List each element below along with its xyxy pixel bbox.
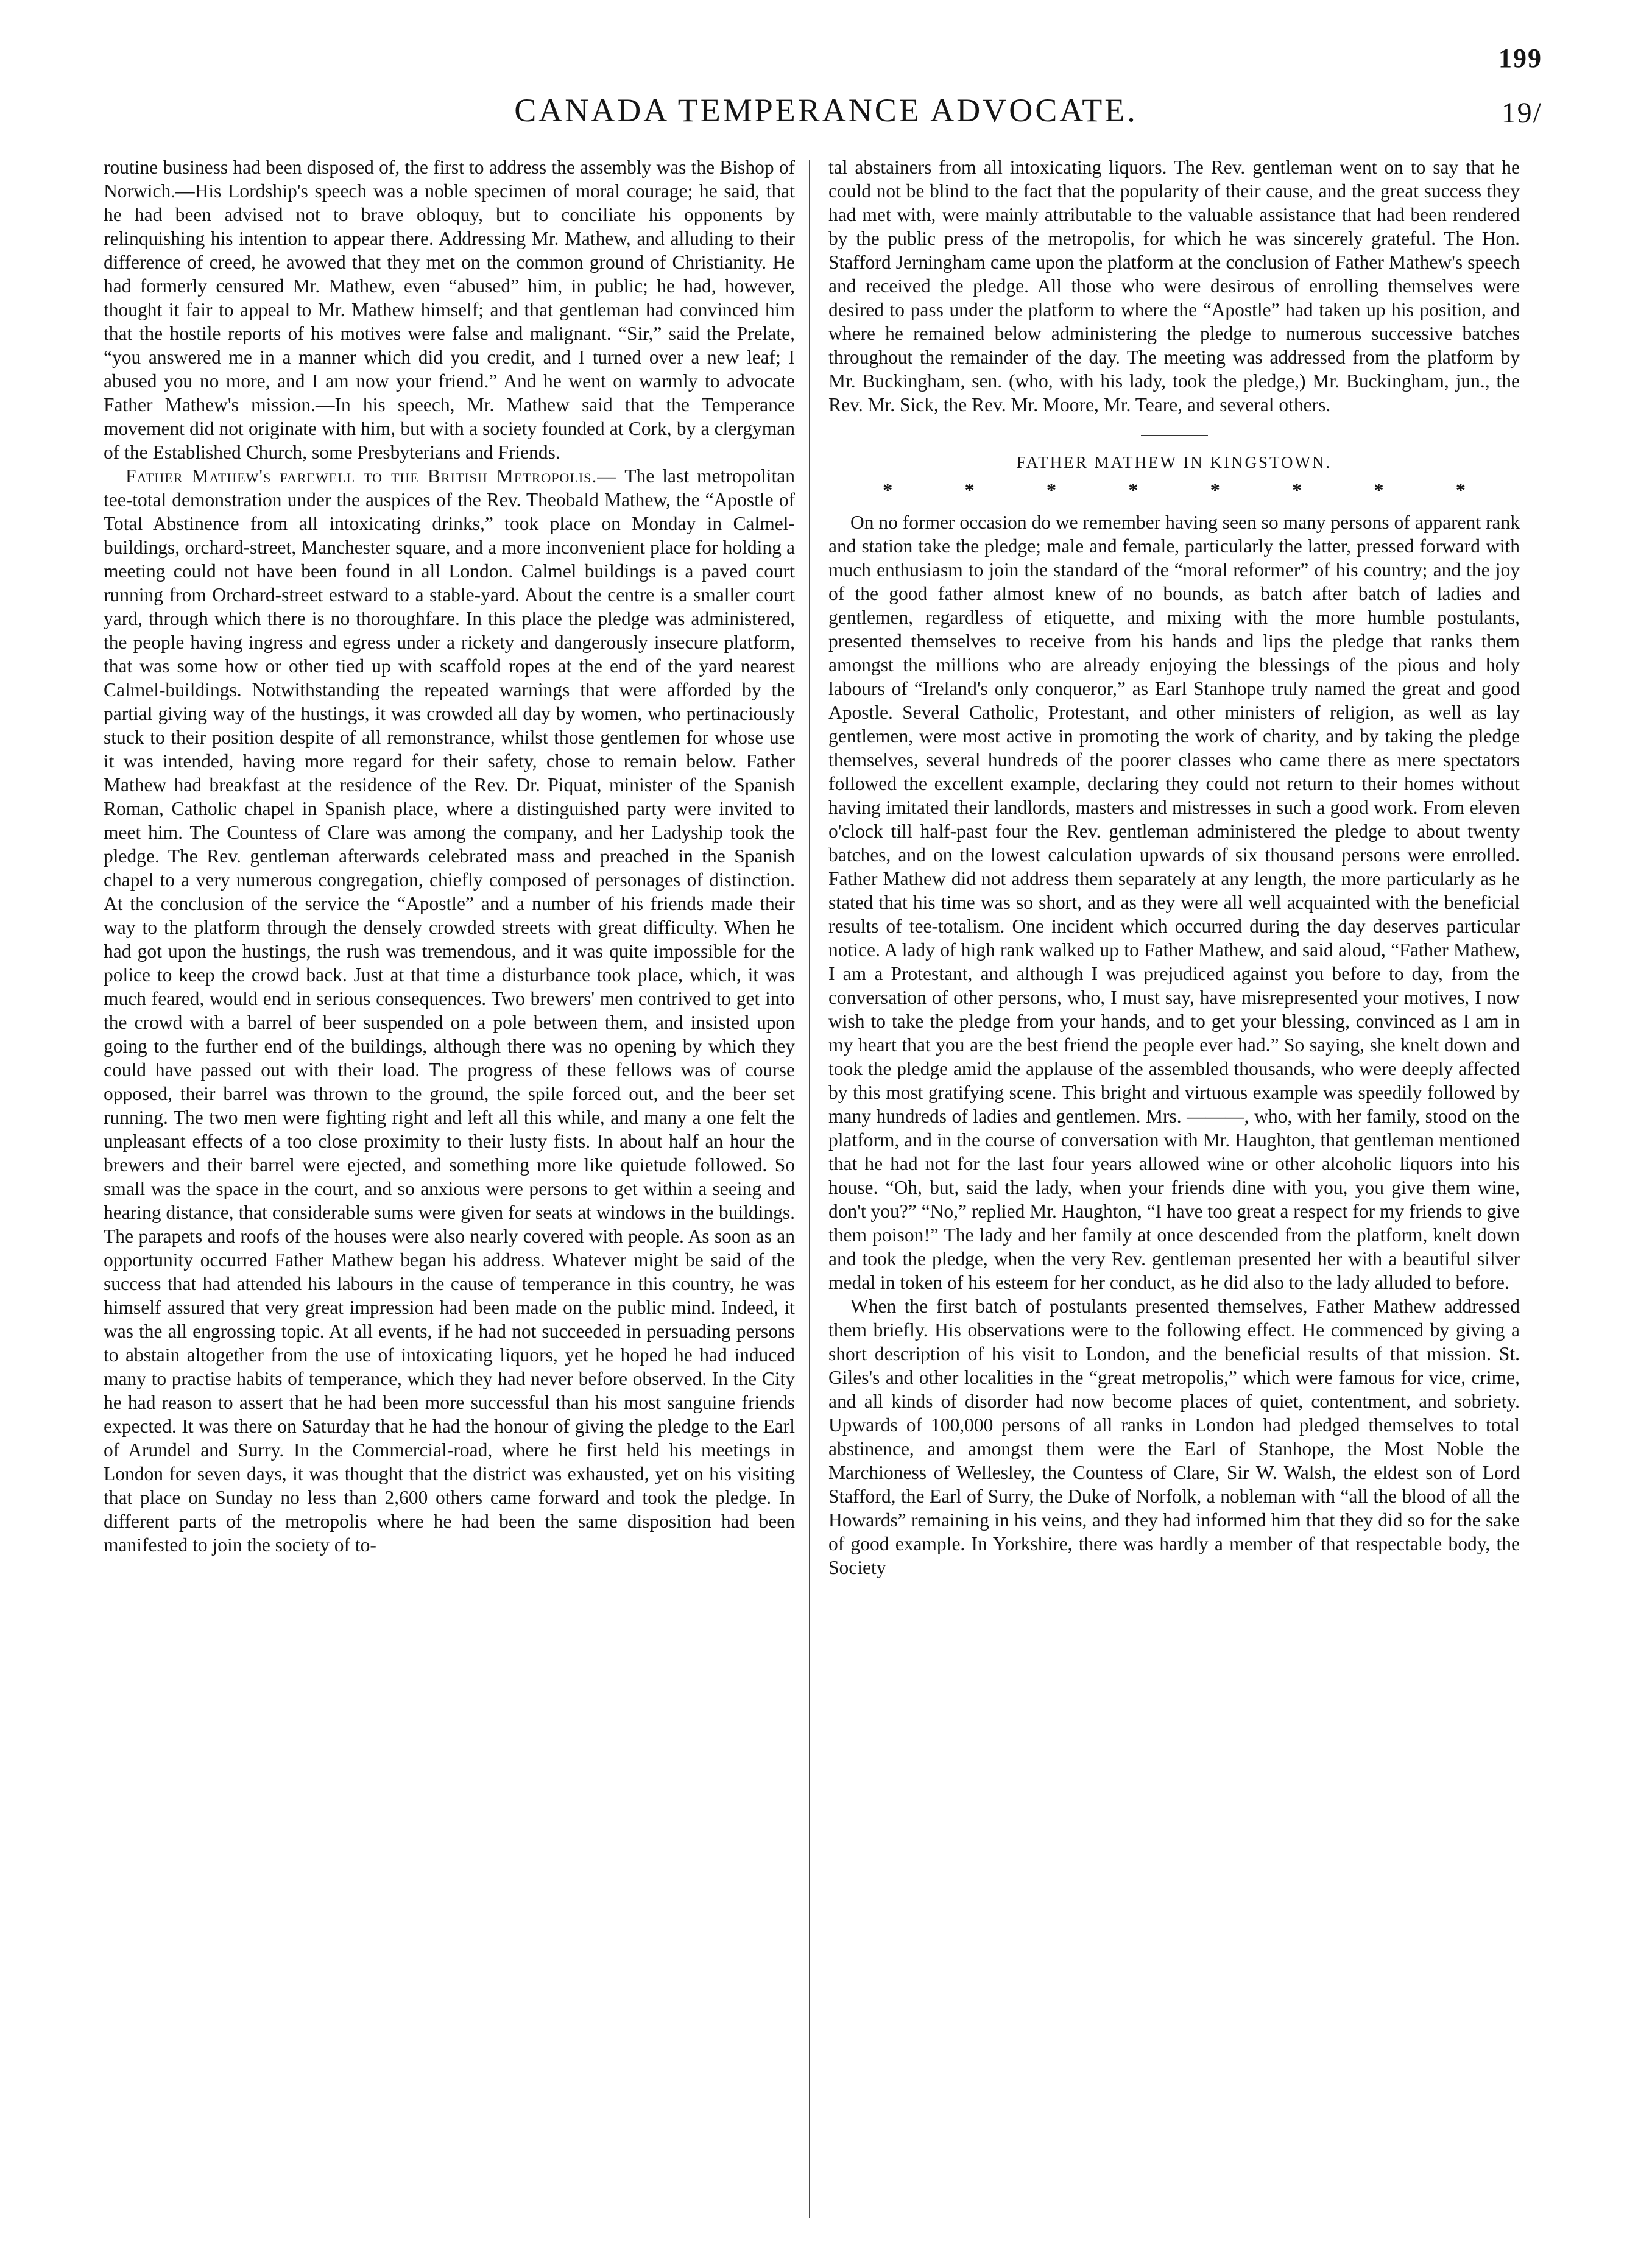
right-paragraph-3: When the first batch of postulants presented themselves, Father Mathew addressed them briefly. His observations were to the following effect. He commenced by giving a short description of his visit to London, and the beneficial results of that mission. St. Giles's and other localities in the “great metropolis,” which were famous for vice, crime, and all kinds of disorder had now become places of quiet, contentment, and sobriety. Upwards of 100,000 persons of all ranks in London had pledged themselves to total abstinence, and amongst them were the Earl of Stanhope, the Most Noble the Marchioness of Wellesley, the Countess of Clare, Sir W. Walsh, the eldest son of Lord Stafford, the Earl of Surry, the Duke of Norfolk, a nobleman with “all the blood of all the Howards” remaining in his veins, and they had informed him that they did so for the sake of good example. In Yorkshire, there was hardly a member of that respectable body, the Society [828,1296,1520,1578]
asterisk: * [964,479,975,501]
asterisk: * [1455,479,1466,501]
section-rule [1141,435,1208,436]
left-paragraph-1: routine business had been disposed of, the first to address the assembly was the Bishop of Norwich.—His Lordship's speech was a noble specimen of moral courage; he said, that he had been advised not to brave obloquy, but to conciliate his opponents by relinquishing his intention to appear there. Addressing Mr. Mathew, and alluding to their difference of creed, he avowed that they met on the common ground of Christianity. He had formerly censured Mr. Mathew, even “abused” him, in public; he had, however, thought it fair to appeal to Mr. Mathew himself; and that gentleman had convinced him that the hostile reports of his motives were false and malignant. “Sir,” said the Prelate, “you answered me in a manner which did you credit, and I turned over a new leaf; I abused you no more, and I am now your friend.” And he went on warmly to advocate Father Mathew's mission.—In his speech, Mr. Mathew said that the Temperance movement did not originate with him, but with a society founded at Cork, by a clergyman of the Established Church, some Presbyterians and Friends. [104,157,795,463]
asterisk-row [847,478,1502,502]
running-head [104,91,1548,140]
folio-mark: 19/ [1501,97,1542,129]
left-column [104,155,795,2214]
asterisk: * [1046,479,1056,501]
asterisk: * [1374,479,1384,501]
kingstown-heading: FATHER MATHEW IN KINGSTOWN. [1016,453,1332,471]
asterisk: * [1210,479,1220,501]
left-paragraph-2 [104,464,795,1557]
column-divider [809,160,810,2218]
right-column [828,155,1520,2214]
right-paragraph-1: tal abstainers from all intoxicating liquors. The Rev. gentleman went on to say that he could not be blind to the fact that the popularity of their cause, and the great success they had met with, were mainly attributable to the valuable assistance that had been rendered by the public press of the metropolis, for which he was sincerely grateful. The Hon. Stafford Jerningham came upon the platform at the conclusion of Father Mathew's speech and received the pledge. All those who were desirous of enrolling themselves were desired to pass under the platform to where the “Apostle” had taken up his position, and where he remained below administering the pledge to numerous successive batches throughout the remainder of the day. The meeting was addressed from the platform by Mr. Buckingham, sen. (who, with his lady, took the pledge,) Mr. Buckingham, jun., the Rev. Mr. Sick, the Rev. Mr. Moore, Mr. Teare, and several others. [828,157,1520,415]
farewell-body: The last metropolitan tee-total demonstration under the auspices of the Rev. Theobald Mathew, the “Apostle of Total Abstinence from all intoxicating drinks,” took place on Monday in Calmel-buildings, orchard-street, Manchester square, and a more inconvenient place for holding a meeting could not have been found in all London. Calmel buildings is a paved court running from Orchard-street estward to a stable-yard. About the centre is a smaller court yard, through which there is no thoroughfare. In this place the pledge was administered, the people having ingress and egress under a rickety and dangerously insecure platform, that was some how or other tied up with scaffold ropes at the end of the yard nearest Calmel-buildings. Notwithstanding the repeated warnings that were afforded by the partial giving way of the hustings, it was crowded all day by women, who pertinaciously stuck to their position despite of all remonstrance, whilst those gentlemen for whose use it was intended, having more regard for their safety, chose to remain below. Father Mathew had breakfast at the residence of the Rev. Dr. Piquat, minister of the Spanish Roman, Catholic chapel in Spanish place, where a distinguished party were invited to meet him. The Countess of Clare was among the company, and her Ladyship took the pledge. The Rev. gentleman afterwards celebrated mass and preached in the Spanish chapel to a very numerous congregation, chiefly composed of personages of distinction. At the conclusion of the service the “Apostle” and a number of his friends made their way to the platform through the densely crowded streets with great difficulty. When he had got upon the hustings, the rush was tremendous, and it was quite impossible for the police to keep the crowd back. Just at that time a disturbance took place, which, it was much feared, would end in serious consequences. Two brewers' men contrived to get into the crowd with a barrel of beer suspended on a pole between them, and insisted upon going to the further end of the buildings, although there was no opening by which they could have passed out with their load. The progress of these fellows was of course opposed, their barrel was thrown to the ground, the spile forced out, and the beer set running. The two men were fighting right and left all this while, and many a one felt the unpleasant effects of a too close proximity to their lusty fists. In about half an hour the brewers and their barrel were ejected, and something more like quietude followed. So small was the space in the court, and so anxious were persons to get within a seeing and hearing distance, that considerable sums were given for seats at windows in the buildings. The parapets and roofs of the houses were also nearly covered with people. As soon as an opportunity occurred Father Mathew began his address. Whatever might be said of the success that had attended his labours in the cause of temperance in this country, he was himself assured that very great impression had been made on the public mind. Indeed, it was the all engrossing topic. At all events, if he had not succeeded in persuading persons to abstain altogether from the use of intoxicating liquors, yet he hoped he had induced many to practise habits of temperance, which they had never before observed. In the City he had reason to assert that he had been more successful than his most sanguine friends expected. It was there on Saturday that he had the honour of giving the pledge to the Earl of Arundel and Surry. In the Commercial-road, where he first held his meetings in London for seven days, it was thought that the district was exhausted, yet on his visiting that place on Sunday no less than 2,600 others came forward and took the pledge. In different parts of the metropolis where he had been the same disposition had been manifested to join the society of to- [104,465,795,1556]
publication-title: CANADA TEMPERANCE ADVOCATE. [514,92,1138,129]
right-paragraph-2: On no former occasion do we remember having seen so many persons of apparent rank and station take the pledge; male and female, particularly the latter, pressed forward with much enthusiasm to join the standard of the “moral reformer” of his country; and the joy of the good father almost knew of no bounds, as batch after batch of ladies and gentlemen, regardless of etiquette, and mixing with the more humble postulants, presented themselves to receive from his hands and lips the pledge that ranks them amongst the millions who are already enjoying the blessings of the pious and holy labours of “Ireland's only conqueror,” as Earl Stanhope truly named the great and good Apostle. Several Catholic, Protestant, and other ministers of religion, as well as lay gentlemen, were most active in promoting the work of charity, and by taking the pledge themselves, several hundreds of the poorer classes who came there as mere spectators followed the excellent example, declaring they could not return to their homes without having imitated their landlords, masters and mistresses in such a good work. From eleven o'clock till half-past four the Rev. gentleman administered the pledge to about twenty batches, and on the lowest calculation upwards of six thousand persons were enrolled. Father Mathew did not address them separately at any length, the more particularly as he stated that his time was so short, and as they were all well acquainted with the beneficial results of tee-totalism. One incident which occurred during the day deserves particular notice. A lady of high rank walked up to Father Mathew, and said aloud, “Father Mathew, I am a Protestant, and although I was prejudiced against you before to day, from the conversation of other persons, who, I must say, have misrepresented your motives, I now wish to take the pledge from your hands, and to get your blessing, convinced as I am in my heart that you are the best friend the people ever had.” So saying, she knelt down and took the pledge amid the applause of the assembled thousands, who were deeply affected by this most gratifying scene. This bright and virtuous example was speedily followed by many hundreds of ladies and gentlemen. Mrs. ———, who, with her family, stood on the platform, and in the course of conversation with Mr. Haughton, that gentleman mentioned that he had not for the last four years allowed wine or other alcoholic liquors into his house. “Oh, but, said the lady, when your friends dine with you, you give them wine, don't you?” “No,” replied Mr. Haughton, “I have too great a respect for my friends to give them poison!” The lady and her family at once descended from the platform, knelt down and took the pledge, when the very Rev. gentleman presented her with a beautiful silver medal in token of his esteem for her conduct, as he did also to the lady alluded to before. [828,512,1520,1293]
asterisk: * [1292,479,1302,501]
page-number: 199 [1498,43,1542,73]
asterisk: * [1128,479,1138,501]
asterisk: * [883,479,893,501]
farewell-heading: Father Mathew's farewell to the British Metropolis.— [125,465,617,487]
